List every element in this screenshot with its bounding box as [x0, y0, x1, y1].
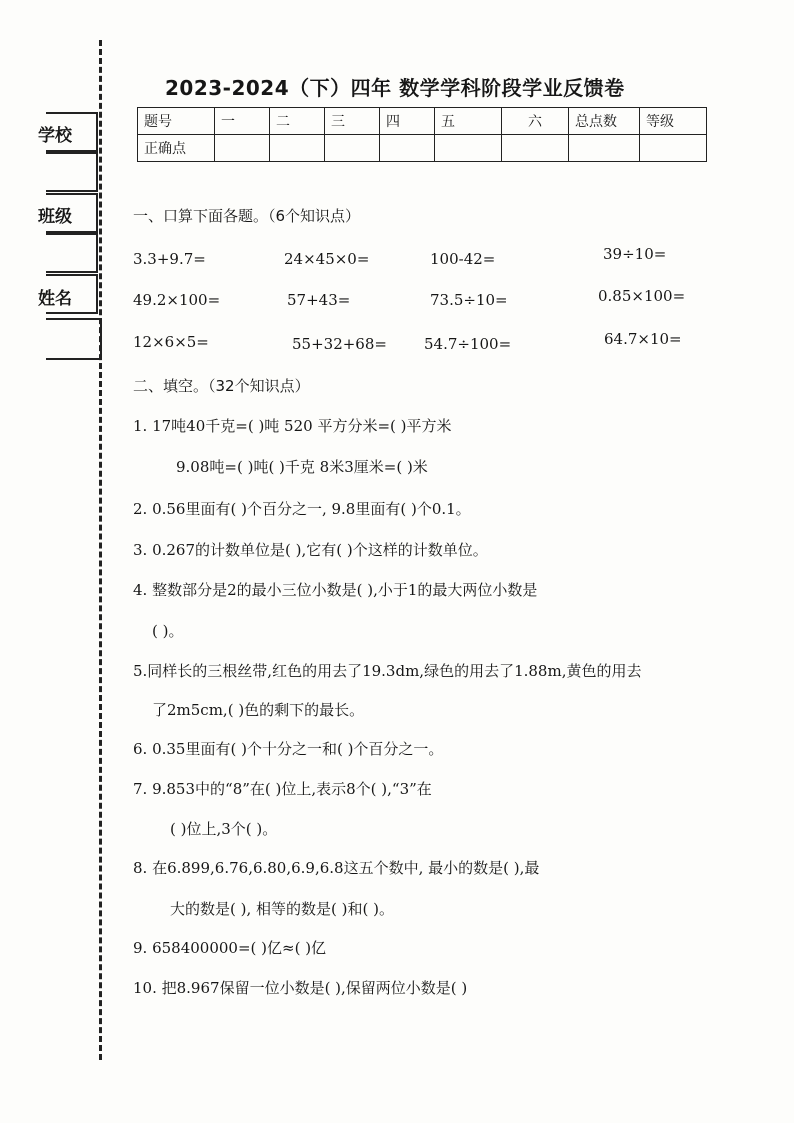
score-cell: 五 [435, 108, 502, 135]
score-cell: 六 [502, 108, 569, 135]
score-input-cell[interactable] [215, 135, 270, 162]
fill-question-line: 了2m5cm,( )色的剩下的最长。 [152, 701, 365, 719]
fill-question-line: 4. 整数部分是2的最小三位小数是( ),小于1的最大两位小数是 [133, 581, 538, 599]
score-cell: 等级 [640, 108, 707, 135]
page-title: 2023-2024（下）四年 数学学科阶段学业反馈卷 [165, 76, 625, 100]
score-input-cell[interactable] [569, 135, 640, 162]
score-input-cell[interactable] [502, 135, 569, 162]
section2-heading: 二、填空。（32个知识点） [133, 377, 310, 395]
score-cell: 三 [325, 108, 380, 135]
fill-question-line: ( )。 [152, 622, 184, 640]
name-label: 姓名 [38, 289, 72, 309]
score-cell: 题号 [138, 108, 215, 135]
school-field[interactable] [46, 152, 98, 192]
mental-math-item: 3.3+9.7= [133, 250, 206, 268]
mental-math-item: 49.2×100= [133, 291, 221, 309]
fill-question-line: 7. 9.853中的“8”在( )位上,表示8个( ),“3”在 [133, 780, 432, 798]
mental-math-item: 39÷10= [603, 245, 667, 263]
fill-question-line: 10. 把8.967保留一位小数是( ),保留两位小数是( ) [133, 979, 468, 997]
mental-math-item: 73.5÷10= [430, 291, 508, 309]
mental-math-item: 55+32+68= [292, 335, 387, 353]
fill-question-line: 1. 17吨40千克=( )吨 520 平方分米=( )平方米 [133, 417, 452, 435]
fill-question-line: 9. 658400000=( )亿≈( )亿 [133, 939, 327, 957]
fill-question-line: 5.同样长的三根丝带,红色的用去了19.3dm,绿色的用去了1.88m,黄色的用去 [133, 662, 642, 680]
score-input-cell[interactable] [325, 135, 380, 162]
fill-question-line: 9.08吨=( )吨( )千克 8米3厘米=( )米 [176, 458, 428, 476]
score-input-cell[interactable] [270, 135, 325, 162]
score-cell: 一 [215, 108, 270, 135]
fill-question-line: 2. 0.56里面有( )个百分之一, 9.8里面有( )个0.1。 [133, 500, 471, 518]
score-input-cell[interactable] [380, 135, 435, 162]
score-cell: 二 [270, 108, 325, 135]
class-label: 班级 [38, 207, 72, 227]
mental-math-item: 100-42= [430, 250, 496, 268]
section1-heading: 一、口算下面各题。（6个知识点） [133, 207, 361, 225]
score-table-answer-row [138, 135, 707, 162]
score-input-cell[interactable] [640, 135, 707, 162]
class-field[interactable] [46, 233, 98, 273]
fill-question-line: 3. 0.267的计数单位是( ),它有( )个这样的计数单位。 [133, 541, 488, 559]
name-field[interactable] [46, 318, 102, 360]
binding-dashed-line [99, 40, 102, 1060]
mental-math-item: 12×6×5= [133, 333, 209, 351]
mental-math-item: 54.7÷100= [424, 335, 512, 353]
fill-question-line: 6. 0.35里面有( )个十分之一和( )个百分之一。 [133, 740, 444, 758]
score-cell: 正确点 [138, 135, 215, 162]
school-label: 学校 [38, 126, 72, 146]
score-table [137, 107, 707, 162]
score-input-cell[interactable] [435, 135, 502, 162]
mental-math-item: 0.85×100= [598, 287, 686, 305]
score-cell: 总点数 [569, 108, 640, 135]
fill-question-line: 大的数是( ), 相等的数是( )和( )。 [170, 900, 394, 918]
score-cell: 四 [380, 108, 435, 135]
mental-math-item: 24×45×0= [284, 250, 370, 268]
mental-math-item: 57+43= [287, 291, 351, 309]
fill-question-line: 8. 在6.899,6.76,6.80,6.9,6.8这五个数中, 最小的数是( ),最 [133, 859, 540, 877]
score-table-header-row [138, 108, 707, 135]
fill-question-line: ( )位上,3个( )。 [170, 820, 278, 838]
mental-math-item: 64.7×10= [604, 330, 682, 348]
